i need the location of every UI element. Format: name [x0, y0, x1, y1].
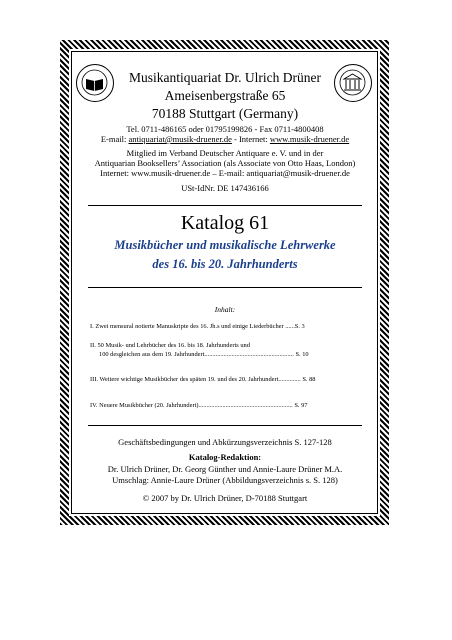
cover-credit-line: Umschlag: Annie-Laure Drüner (Abbildungsverzeichnis s. S. 128) — [112, 475, 338, 485]
catalog-title: Katalog 61 — [180, 212, 270, 234]
contents-item-2: II. 50 Musik- und Lehrbücher des 16. bis 18. Jahrhunderts und — [90, 342, 250, 349]
divider-top — [88, 205, 362, 206]
contents-item-3: III. Weitere wichtige Musikbücher des späten 19. und des 20. Jahrhundert.............. S. 88 — [90, 376, 316, 383]
divider-title — [88, 287, 362, 288]
vat-number: USt-IdNr. DE 147436166 — [181, 183, 269, 193]
publisher-city: 70188 Stuttgart (Germany) — [151, 106, 299, 121]
editors-line: Dr. Ulrich Drüner, Dr. Georg Günther und Annie-Laure Drüner M.A. — [107, 464, 343, 474]
phone-fax-line: Tel. 0711-486165 oder 01795199826 - Fax 0711-4800408 — [126, 124, 324, 134]
email-link[interactable]: antiquariat@musik-druener.de — [128, 134, 232, 144]
membership-line-2: Antiquarian Booksellers’ Association (als Associate von Otto Haas, London) — [94, 158, 356, 168]
membership-line-1: Mitglied im Verband Deutscher Antiquare e. V. und in der — [126, 148, 324, 158]
contents-item-4: IV. Neuere Musikbücher (20. Jahrhundert)........................................................... S. 97 — [90, 402, 308, 409]
copyright-line: © 2007 by Dr. Ulrich Drüner, D-70188 Stuttgart — [142, 493, 308, 503]
contents-item-1: I. Zwei mensural notierte Manuskripte des 16. Jh.s und einige Liederbücher ......S. 3 — [90, 323, 305, 330]
membership-line-3: Internet: www.musik-druener.de – E-mail: antiquariat@musik-druener.de — [100, 168, 350, 178]
contents-heading: Inhalt: — [214, 305, 236, 314]
catalog-subtitle-line-1: Musikbücher und musikalische Lehrwerke — [114, 238, 336, 252]
publisher-name: Musikantiquariat Dr. Ulrich Drüner — [129, 70, 321, 85]
divider-bottom — [88, 425, 362, 426]
email-label: E-mail: — [100, 134, 129, 144]
contents-item-2-cont: 100 desgleichen aus dem 19. Jahrhundert........................................................ S. 10 — [99, 351, 309, 358]
website-link[interactable]: www.musik-druener.de — [269, 134, 350, 144]
publisher-street: Ameisenbergstraße 65 — [164, 88, 286, 103]
editorial-heading: Katalog-Redaktion: — [188, 452, 262, 462]
catalog-subtitle-line-2: des 16. bis 20. Jahrhunderts — [152, 257, 298, 271]
email-website-line — [69, 134, 381, 145]
internet-label: - Internet: — [231, 134, 270, 144]
terms-line: Geschäftsbedingungen und Abkürzungsverzeichnis S. 127-128 — [118, 437, 332, 447]
